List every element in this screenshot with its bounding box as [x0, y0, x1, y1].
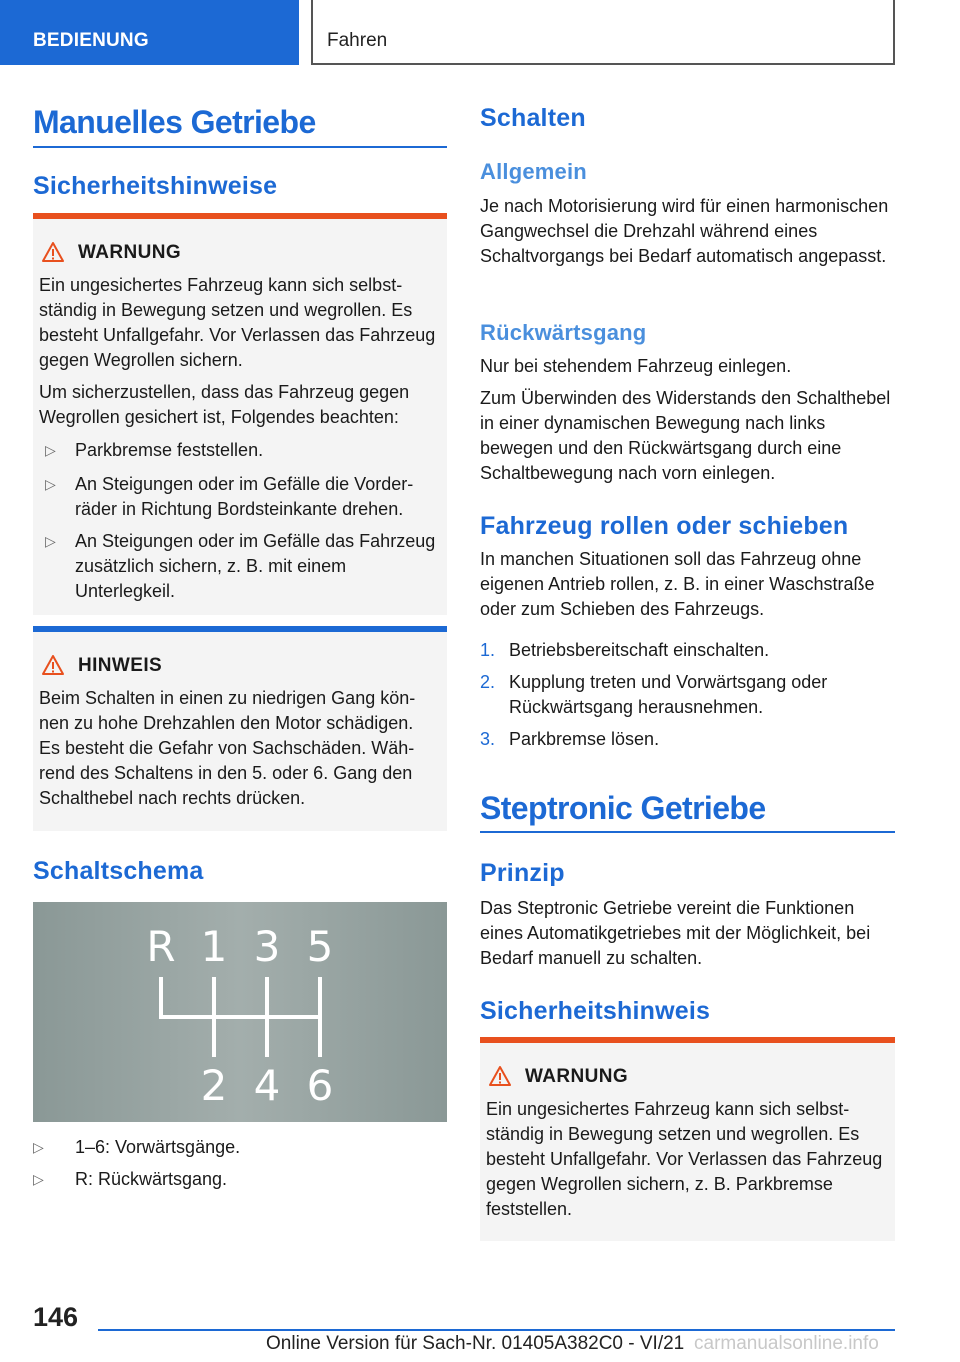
shift-pattern-diagram	[33, 902, 447, 1122]
gear-label: 3	[253, 922, 281, 971]
gear-label: 4	[253, 1061, 281, 1110]
warning-bar	[480, 1037, 895, 1043]
warning-triangle-icon	[41, 654, 65, 676]
rueckwaertsgang-text: Nur bei stehendem Fahrzeug einlegen.	[480, 356, 792, 376]
triangle-bullet-icon: ▷	[45, 442, 56, 458]
warning-triangle-icon	[488, 1065, 512, 1087]
triangle-bullet-icon: ▷	[45, 476, 56, 492]
triangle-bullet-icon: ▷	[45, 533, 56, 549]
warning-text: Ein ungesichertes Fahrzeug kann sich selbstständig in Bewegung setzen und wegrollen. Es besteht Unfallgefahr. Vor Verlassen das Fahrzeug gegen Wegrollen sichern.	[39, 275, 436, 370]
chapter-label: Fahren	[327, 30, 388, 51]
note-label: HINWEIS	[78, 655, 163, 676]
gear-label: 5	[306, 922, 334, 971]
footer-rule	[98, 1329, 895, 1331]
triangle-bullet-icon: ▷	[33, 1171, 44, 1187]
allgemein-heading: Allgemein	[480, 159, 587, 184]
schalten-heading: Schalten	[480, 104, 586, 132]
gear-label: 1	[200, 922, 228, 971]
steptronic-rule	[480, 831, 895, 833]
note-bar	[33, 626, 447, 632]
online-version-text: Online Version für Sach-Nr. 01405A382C0 - VI/21	[266, 1333, 685, 1354]
prinzip-heading: Prinzip	[480, 859, 565, 887]
section-label: BEDIENUNG	[33, 30, 149, 51]
warning-label: WARNUNG	[78, 242, 182, 263]
gear-label: R	[146, 922, 176, 971]
sicherheit-heading: Sicherheitshinweis	[480, 997, 711, 1025]
section-tab	[0, 0, 299, 65]
chapter-header	[311, 0, 895, 65]
note-box	[33, 626, 447, 831]
title-rule	[33, 146, 447, 148]
warning-text-2: Um sicherzustellen, dass das Fahrzeug gegen Wegrollen gesichert ist, Folgendes beachten:	[39, 382, 410, 427]
triangle-bullet-icon: ▷	[33, 1139, 44, 1155]
steptronic-title: Steptronic Getriebe	[480, 790, 766, 826]
warning-box	[480, 1037, 895, 1241]
gear-label: 2	[200, 1061, 228, 1110]
warning-text: Ein ungesichertes Fahrzeug kann sich selbstständig in Bewegung setzen und wegrollen. Es besteht Unfallgefahr. Vor Verlassen das Fahrzeug gegen Wegrollen sichern, z. B. Parkbremse feststellen.	[486, 1099, 883, 1219]
safety-heading: Sicherheitshinweise	[33, 172, 278, 200]
gear-label: 6	[306, 1061, 334, 1110]
shift-pattern-svg	[33, 902, 447, 1122]
rollen-heading: Fahrzeug rollen oder schieben	[480, 512, 849, 540]
rueckwaertsgang-text-2: Zum Überwinden des Widerstands den Schalthebel in einer dynamischen Bewegung nach links bewegen und den Rückwärtsgang durch eine Schaltbewegung nach vorn einlegen.	[480, 388, 891, 483]
note-text: Beim Schalten in einen zu niedrigen Gang können zu hohe Drehzahlen den Motor schädigen. Es besteht die Gefahr von Sachschäden. Während des Schaltens in den 5. oder 6. Gang den Schalthebel nach rechts drücken.	[39, 688, 416, 808]
rollen-text: In manchen Situationen soll das Fahrzeug ohne eigenen Antrieb rollen, z. B. in einer Waschstraße oder zum Schieben des Fahrzeugs.	[480, 549, 875, 619]
watermark: carmanualsonline.info	[694, 1333, 879, 1354]
rueckwaertsgang-heading: Rückwärtsgang	[480, 320, 647, 345]
warning-bar	[33, 213, 447, 219]
page-number: 146	[33, 1302, 79, 1332]
page-title: Manuelles Getriebe	[33, 104, 316, 140]
warning-triangle-icon	[41, 241, 65, 263]
allgemein-text: Je nach Motorisierung wird für einen harmonischen Gangwechsel die Drehzahl während eines Schaltvorgangs bei Bedarf automatisch angepasst.	[480, 196, 889, 266]
warning-box: WARNUNG Ein ungesichertes Fahrzeug kann sich selbstständig in Bewegung setzen und wegrollen. Es besteht Unfallgefahr. Vor Verlassen das Fahrzeug gegen Wegrollen sichern. Um sicherzustellen, dass das Fahrzeug gegen Wegrollen gesichert ist, Folgendes beachten: ▷ Parkbremse feststellen. ▷ An Steigungen oder im Gefälle die Vorderräder in Richtung Bordsteinkante drehen. ▷ An Steigungen oder im Gefälle das Fahrzeug zusätzlich sichern, z. B. mit einem Unterlegkeil.	[33, 213, 447, 615]
prinzip-text: Das Steptronic Getriebe vereint die Funktionen eines Automatikgetriebes mit der Möglichkeit, bei Bedarf manuell zu schalten.	[480, 898, 871, 968]
warning-label: WARNUNG	[525, 1066, 629, 1087]
schema-heading: Schaltschema	[33, 857, 204, 885]
